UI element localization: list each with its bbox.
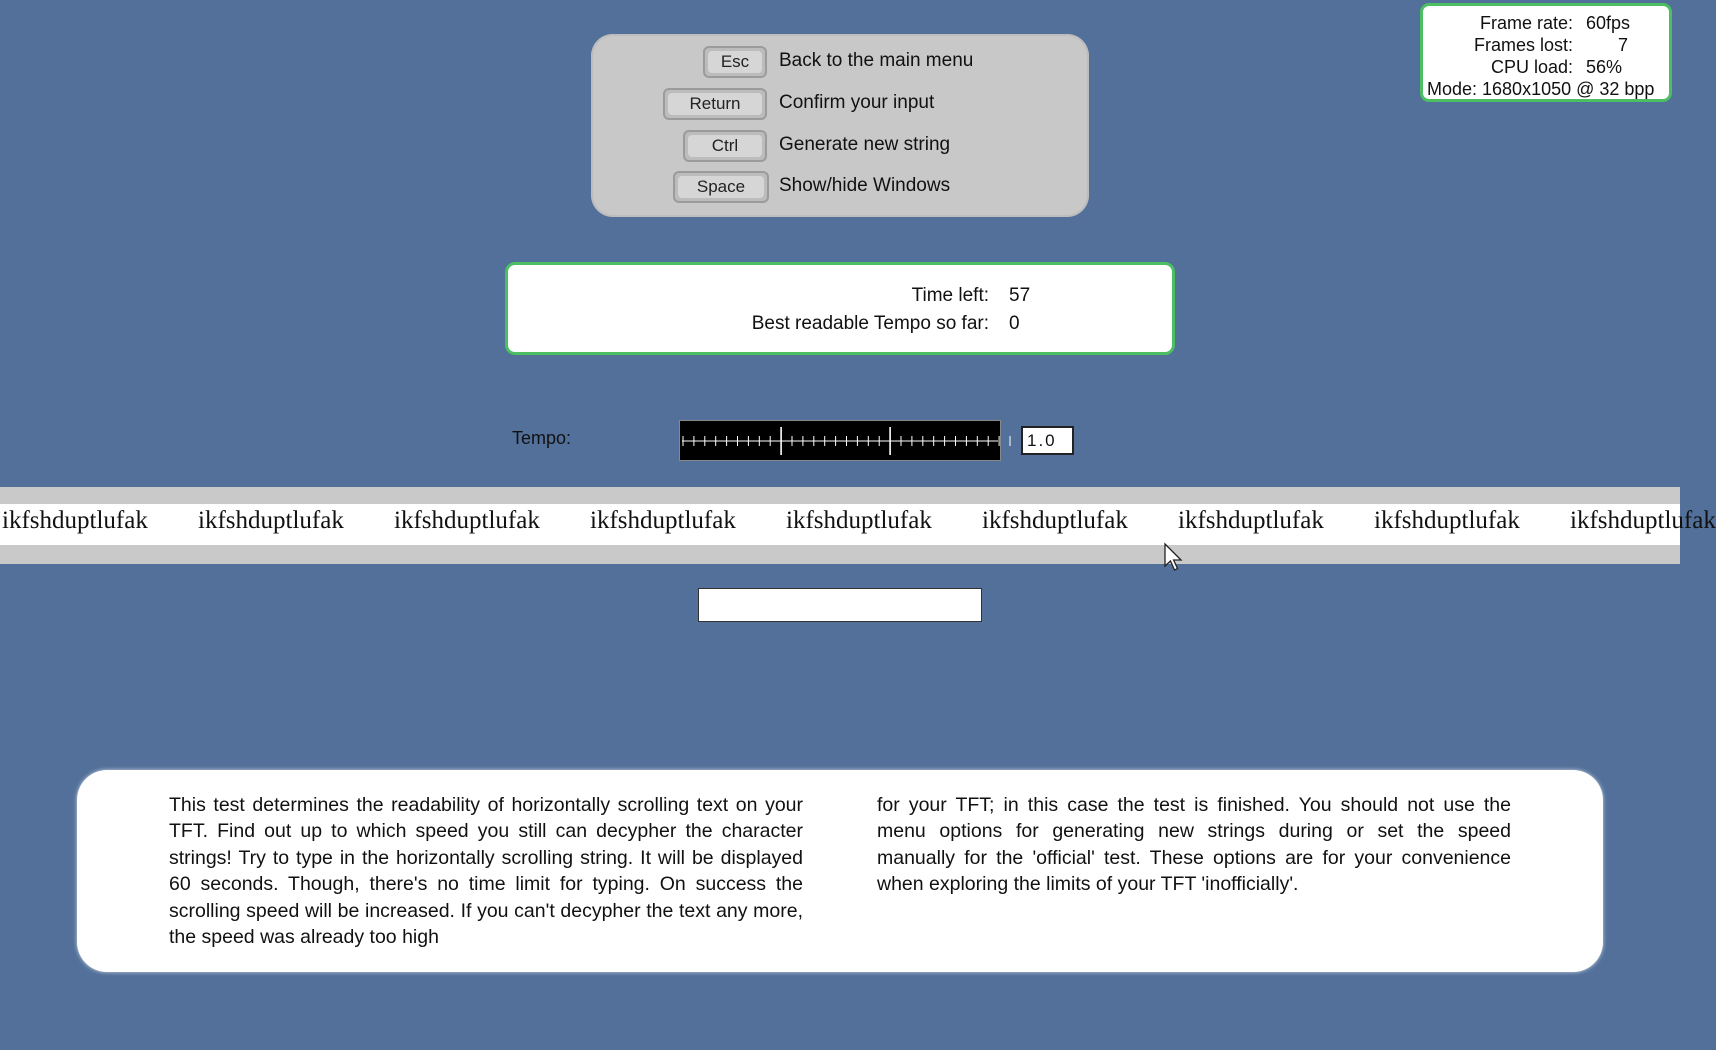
frames-lost-row — [1423, 34, 1669, 56]
return-key-description: Confirm your input — [779, 92, 935, 113]
shortcut-return — [591, 88, 1089, 122]
tempo-label: Tempo: — [512, 428, 572, 448]
cpu-load-row — [1423, 56, 1669, 78]
tempo-slider-scale — [680, 421, 1000, 460]
mode-row — [1423, 78, 1669, 100]
key-shortcuts-panel — [591, 34, 1089, 217]
frame-rate-label: Frame rate: — [1479, 13, 1573, 33]
instructions-panel — [77, 770, 1603, 972]
instructions-text-right: for your TFT; in this case the test is finished. You should not use the menu options for generating new strings during or set the speed manually for the 'official' test. These options are for your convenience when exploring the limits of your TFT 'inofficially'. — [877, 794, 1511, 896]
space-key-button[interactable] — [673, 171, 769, 203]
cpu-load-label: CPU load: — [1490, 57, 1573, 77]
tempo-value-field[interactable]: 1.0 — [1021, 426, 1074, 455]
scrolling-word: ikfshduptlufak — [394, 507, 540, 534]
ctrl-key-label: Ctrl — [688, 135, 762, 157]
frames-lost-label: Frames lost: — [1473, 35, 1573, 55]
shortcut-ctrl — [591, 130, 1089, 164]
time-left-value: 57 — [1009, 285, 1031, 306]
return-key-label: Return — [668, 93, 762, 115]
esc-key-label: Esc — [708, 51, 762, 73]
scrolling-text-band — [0, 487, 1716, 564]
cpu-load-value: 56% — [1586, 57, 1623, 77]
shortcut-esc — [591, 46, 1089, 80]
frame-rate-value: 60fps — [1586, 13, 1631, 33]
best-tempo-label: Best readable Tempo so far: — [751, 313, 989, 334]
scrolling-word: ikfshduptlufak — [1570, 507, 1716, 534]
scrolling-word: ikfshduptlufak — [198, 507, 344, 534]
scrolling-word: ikfshduptlufak — [590, 507, 736, 534]
instructions-text-left: This test determines the readability of horizontally scrolling text on your TFT. Find out up to which speed you still can decypher the character strings! Try to type in the horizontally scrolling string. It will be displayed 60 seconds. Though, there's no time limit for typing. On success the scrolling speed will be increased. If you can't decypher the text any more, the speed was already too high — [169, 794, 803, 949]
display-mode: Mode: 1680x1050 @ 32 bpp — [1427, 79, 1655, 99]
shortcut-space — [591, 171, 1089, 205]
esc-key-description: Back to the main menu — [779, 50, 974, 71]
scrolling-text-strip — [0, 504, 1716, 545]
scrolling-word: ikfshduptlufak — [786, 507, 932, 534]
test-status-box — [505, 262, 1175, 355]
tempo-slider[interactable] — [679, 420, 1001, 461]
return-key-button[interactable] — [663, 88, 767, 120]
ctrl-key-button[interactable] — [683, 130, 767, 162]
ctrl-key-description: Generate new string — [779, 134, 951, 155]
time-left-label: Time left: — [911, 285, 989, 306]
best-tempo-value: 0 — [1009, 313, 1020, 334]
performance-stats — [1420, 3, 1672, 102]
esc-key-button[interactable] — [703, 46, 767, 78]
scrolling-word: ikfshduptlufak — [1374, 507, 1520, 534]
frames-lost-value: 7 — [1618, 35, 1629, 55]
scrolling-word: ikfshduptlufak — [982, 507, 1128, 534]
space-key-label: Space — [678, 176, 764, 198]
scrolling-word: ikfshduptlufak — [2, 507, 148, 534]
mouse-cursor-icon — [1164, 543, 1184, 573]
frame-rate-row — [1423, 12, 1669, 34]
scrolling-word: ikfshduptlufak — [1178, 507, 1324, 534]
answer-input[interactable] — [698, 588, 982, 622]
space-key-description: Show/hide Windows — [779, 175, 951, 196]
